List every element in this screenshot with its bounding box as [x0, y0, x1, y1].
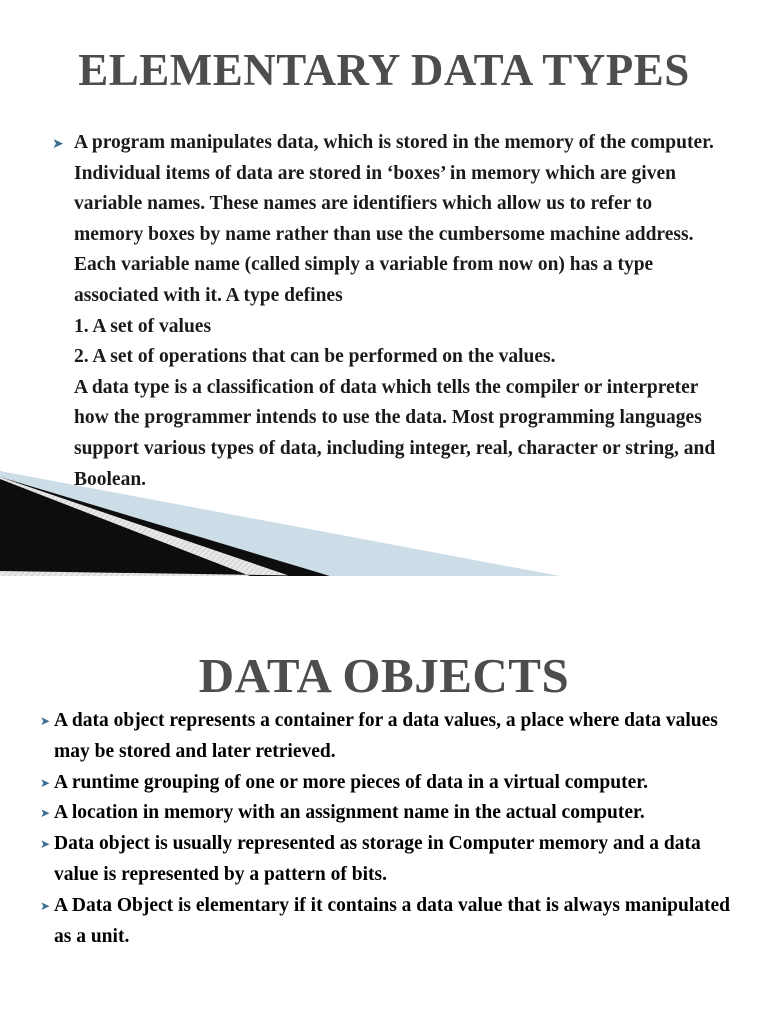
slide-data-objects — [0, 576, 768, 1024]
bullet-arrow-icon: ➤ — [40, 837, 51, 852]
bullet-arrow-icon: ➤ — [52, 137, 64, 152]
list-item-text: A runtime grouping of one or more pieces of data in a virtual computer. — [54, 771, 649, 793]
list-item — [40, 891, 746, 953]
bullet-arrow-icon: ➤ — [40, 806, 51, 821]
list-item-text: Data object is usually represented as storage in Computer memory and a data value is represented by a pattern of bits. — [54, 833, 701, 885]
paragraph: A program manipulates data, which is stored in the memory of the computer. Individual items of data are stored in ‘boxes’ in memory which are given variable names. These names are identifiers which allow us to refer to memory boxes by name rather than use the cumbersome machine address. — [74, 132, 714, 245]
bullet-arrow-icon: ➤ — [40, 898, 51, 913]
paragraph: A data type is a classification of data which tells the compiler or interpreter how the programmer intends to use the data. Most programming languages support various types of data, including integer, real, character or string, and Boolean. — [74, 376, 716, 490]
list-item-text: A data object represents a container for a data values, a place where data values may be stored and later retrieved. — [54, 710, 718, 762]
list-item — [40, 706, 746, 768]
list-item-text: A Data Object is elementary if it contains a data value that is always manipulated as a unit. — [54, 894, 730, 947]
slide2-bullet-list — [40, 706, 746, 952]
slide1-paragraphs — [74, 128, 722, 495]
slide1-body — [52, 128, 722, 495]
paragraph: 1. A set of values — [74, 315, 212, 337]
list-item — [40, 798, 746, 829]
slide2-title: DATA OBJECTS — [198, 647, 570, 703]
list-item — [40, 768, 746, 799]
decorative-corner-graphic — [0, 471, 560, 576]
bullet-arrow-icon: ➤ — [40, 775, 51, 790]
paragraph: 2. A set of operations that can be performed on the values. — [74, 346, 556, 368]
list-item — [40, 829, 746, 891]
bullet-arrow-icon: ➤ — [40, 714, 51, 728]
bullet-row — [52, 128, 722, 495]
slide1-title: ELEMENTARY DATA TYPES — [78, 45, 690, 96]
list-item-text: A location in memory with an assignment name in the actual computer. — [54, 802, 645, 824]
paragraph: Each variable name (called simply a variable from now on) has a type associated with it. A type defines — [74, 254, 654, 306]
